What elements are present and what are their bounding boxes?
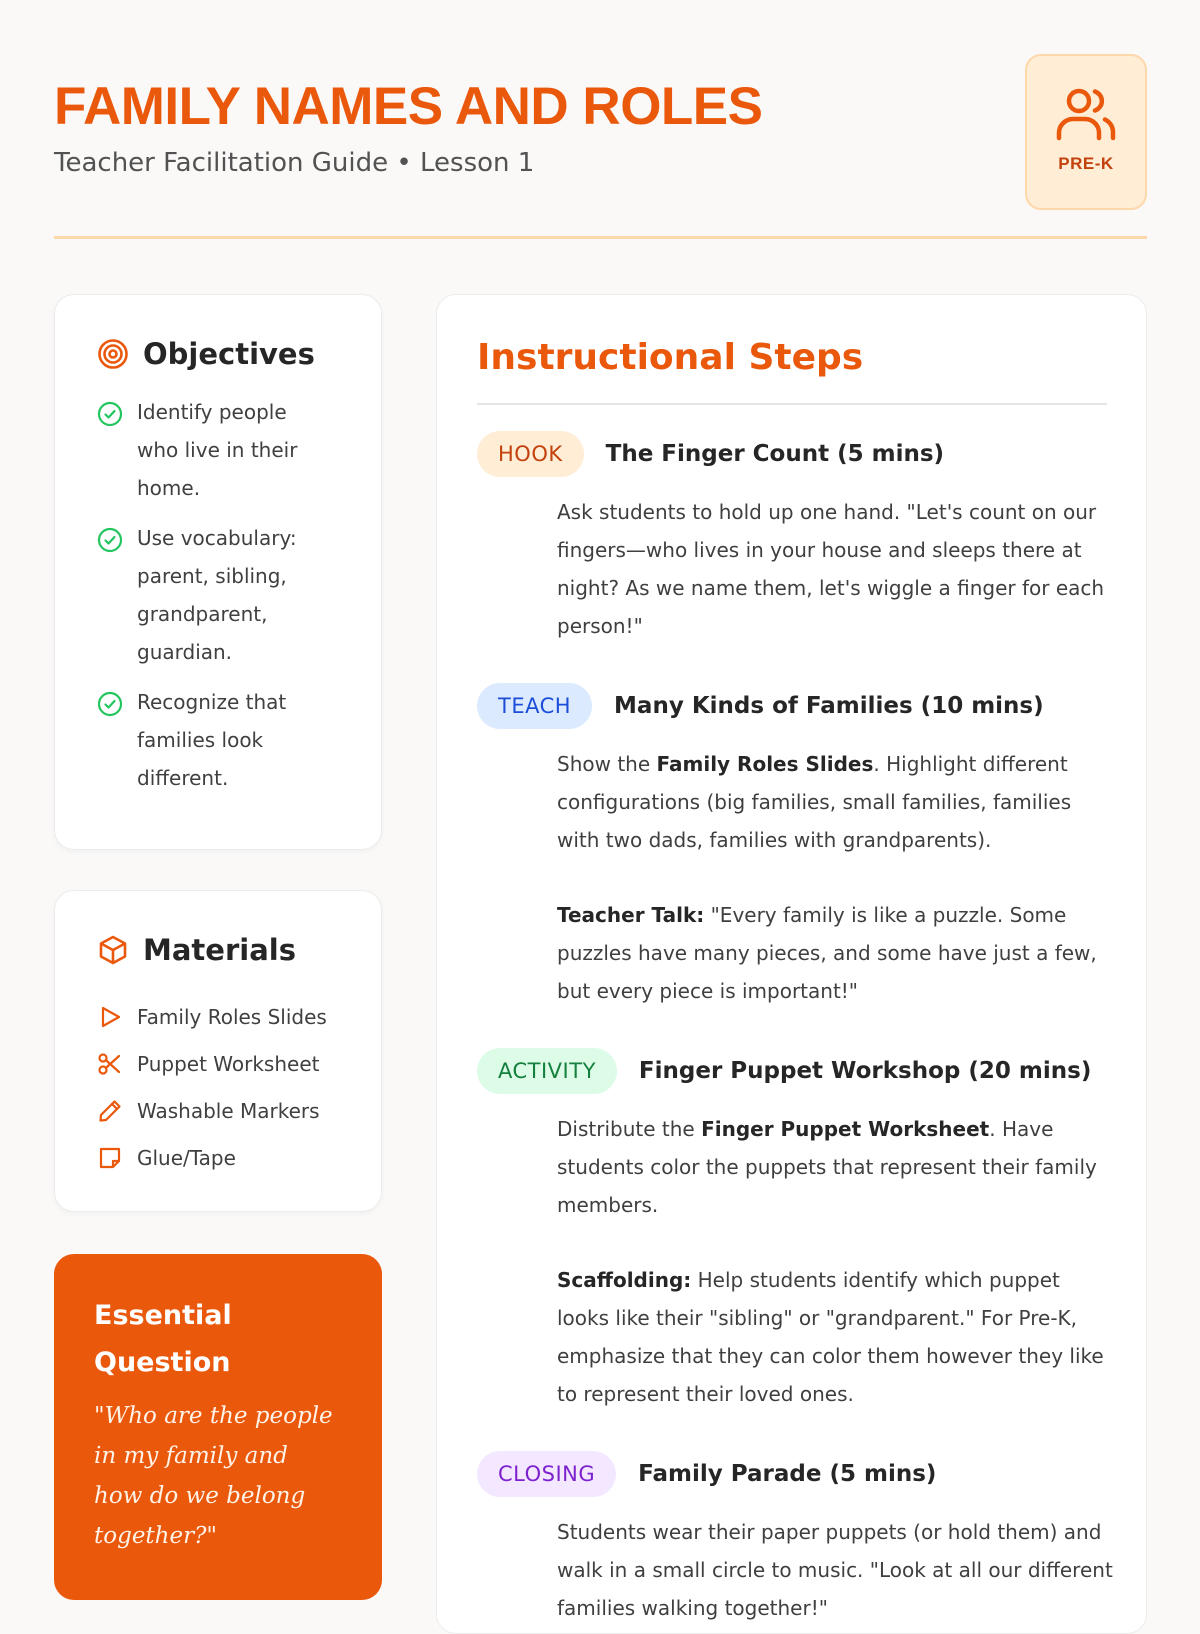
step-tag: TEACH: [477, 683, 592, 729]
step-title: The Finger Count (5 mins): [605, 441, 945, 467]
step-title: Many Kinds of Families (10 mins): [614, 693, 1044, 719]
step-callout-label: Teacher Talk:: [557, 903, 705, 927]
sticky-note-icon: [97, 1145, 123, 1171]
objective-item: [97, 519, 381, 671]
target-icon: [97, 338, 129, 370]
objective-item: [97, 683, 381, 797]
header-divider: [54, 236, 1147, 239]
material-label: Family Roles Slides: [137, 1004, 327, 1029]
step-tag: HOOK: [477, 431, 584, 477]
materials-list: [97, 993, 381, 1181]
play-icon: [97, 1004, 123, 1030]
materials-card: [54, 890, 382, 1212]
objective-text: Recognize that families look different.: [137, 690, 287, 790]
step-paragraph: Ask students to hold up one hand. "Let's count on our fingers—who lives in your house and sleeps there at night? As we name them, let's wiggle a finger for each person!": [557, 500, 1105, 638]
objectives-title: Objectives: [143, 337, 315, 371]
material-item: [97, 1040, 381, 1087]
step-header: [477, 1048, 1117, 1094]
step-paragraph: Students wear their paper puppets (or hold them) and walk in a small circle to music. "Look at all our different families walking together!": [557, 1520, 1113, 1620]
step-header: [477, 431, 1117, 477]
materials-header: [97, 933, 381, 967]
objectives-list: [97, 393, 381, 797]
check-circle-icon: [97, 401, 123, 427]
step-tag: CLOSING: [477, 1451, 616, 1497]
step-hook: [477, 431, 1117, 645]
step-body: [557, 745, 1117, 1010]
check-circle-icon: [97, 691, 123, 717]
step-closing: [477, 1451, 1117, 1627]
steps-divider: [477, 403, 1107, 405]
step-title: Finger Puppet Workshop (20 mins): [638, 1058, 1092, 1084]
objective-item: [97, 393, 381, 507]
page-header: [54, 54, 1147, 240]
steps-title: Instructional Steps: [477, 337, 864, 378]
step-tag: ACTIVITY: [477, 1048, 617, 1094]
essential-question-title: Essential Question: [94, 1300, 232, 1378]
step-text: Show the: [557, 752, 657, 776]
step-text: . Have students color the puppets that represent their family members.: [557, 1117, 1097, 1217]
step-title: Family Parade (5 mins): [638, 1461, 937, 1487]
users-icon: [1055, 84, 1117, 142]
objectives-card: [54, 294, 382, 850]
grade-badge: [1025, 54, 1147, 210]
objective-text: Identify people who live in their home.: [137, 400, 298, 500]
step-body: [557, 493, 1117, 645]
step-text: . Highlight different configurations (big families, small families, families with two dads, families with grandparents).: [557, 752, 1072, 852]
step-paragraph: [557, 1261, 1117, 1413]
box-icon: [97, 934, 129, 966]
material-item: [97, 993, 381, 1040]
pencil-icon: [97, 1098, 123, 1124]
material-reference: Family Roles Slides: [656, 752, 874, 776]
step-paragraph: [557, 896, 1117, 1010]
objectives-header: [97, 337, 381, 371]
material-reference: Finger Puppet Worksheet: [701, 1117, 990, 1141]
material-item: [97, 1134, 381, 1181]
step-header: [477, 683, 1117, 729]
step-paragraph: [557, 745, 1117, 859]
grade-label: PRE-K: [1058, 154, 1114, 173]
step-header: [477, 1451, 1117, 1497]
check-circle-icon: [97, 527, 123, 553]
instructional-steps-card: [436, 294, 1147, 1634]
step-text: Help students identify which puppet looks like their "sibling" or "grandparent." For Pre-K, emphasize that they can color them however they like to represent their loved ones.: [557, 1268, 1104, 1406]
material-label: Puppet Worksheet: [137, 1051, 320, 1076]
page-subtitle: Teacher Facilitation Guide • Lesson 1: [54, 148, 535, 178]
step-body: [557, 1513, 1117, 1627]
step-teach: [477, 683, 1117, 1010]
step-callout-label: Scaffolding:: [557, 1268, 692, 1292]
scissors-icon: [97, 1051, 123, 1077]
step-text: "Every family is like a puzzle. Some puzzles have many pieces, and some have just a few, but every piece is important!": [557, 903, 1097, 1003]
material-label: Washable Markers: [137, 1098, 320, 1123]
step-activity: [477, 1048, 1117, 1413]
material-item: [97, 1087, 381, 1134]
essential-question-quote: "Who are the people in my family and how do we belong together?": [94, 1403, 333, 1549]
essential-question-card: [54, 1254, 382, 1600]
step-paragraph: [557, 1110, 1117, 1224]
step-body: [557, 1110, 1117, 1413]
materials-title: Materials: [143, 933, 296, 967]
step-text: Distribute the: [557, 1117, 702, 1141]
material-label: Glue/Tape: [137, 1145, 236, 1170]
objective-text: Use vocabulary: parent, sibling, grandparent, guardian.: [137, 526, 297, 664]
page-title: FAMILY NAMES AND ROLES: [54, 77, 763, 136]
